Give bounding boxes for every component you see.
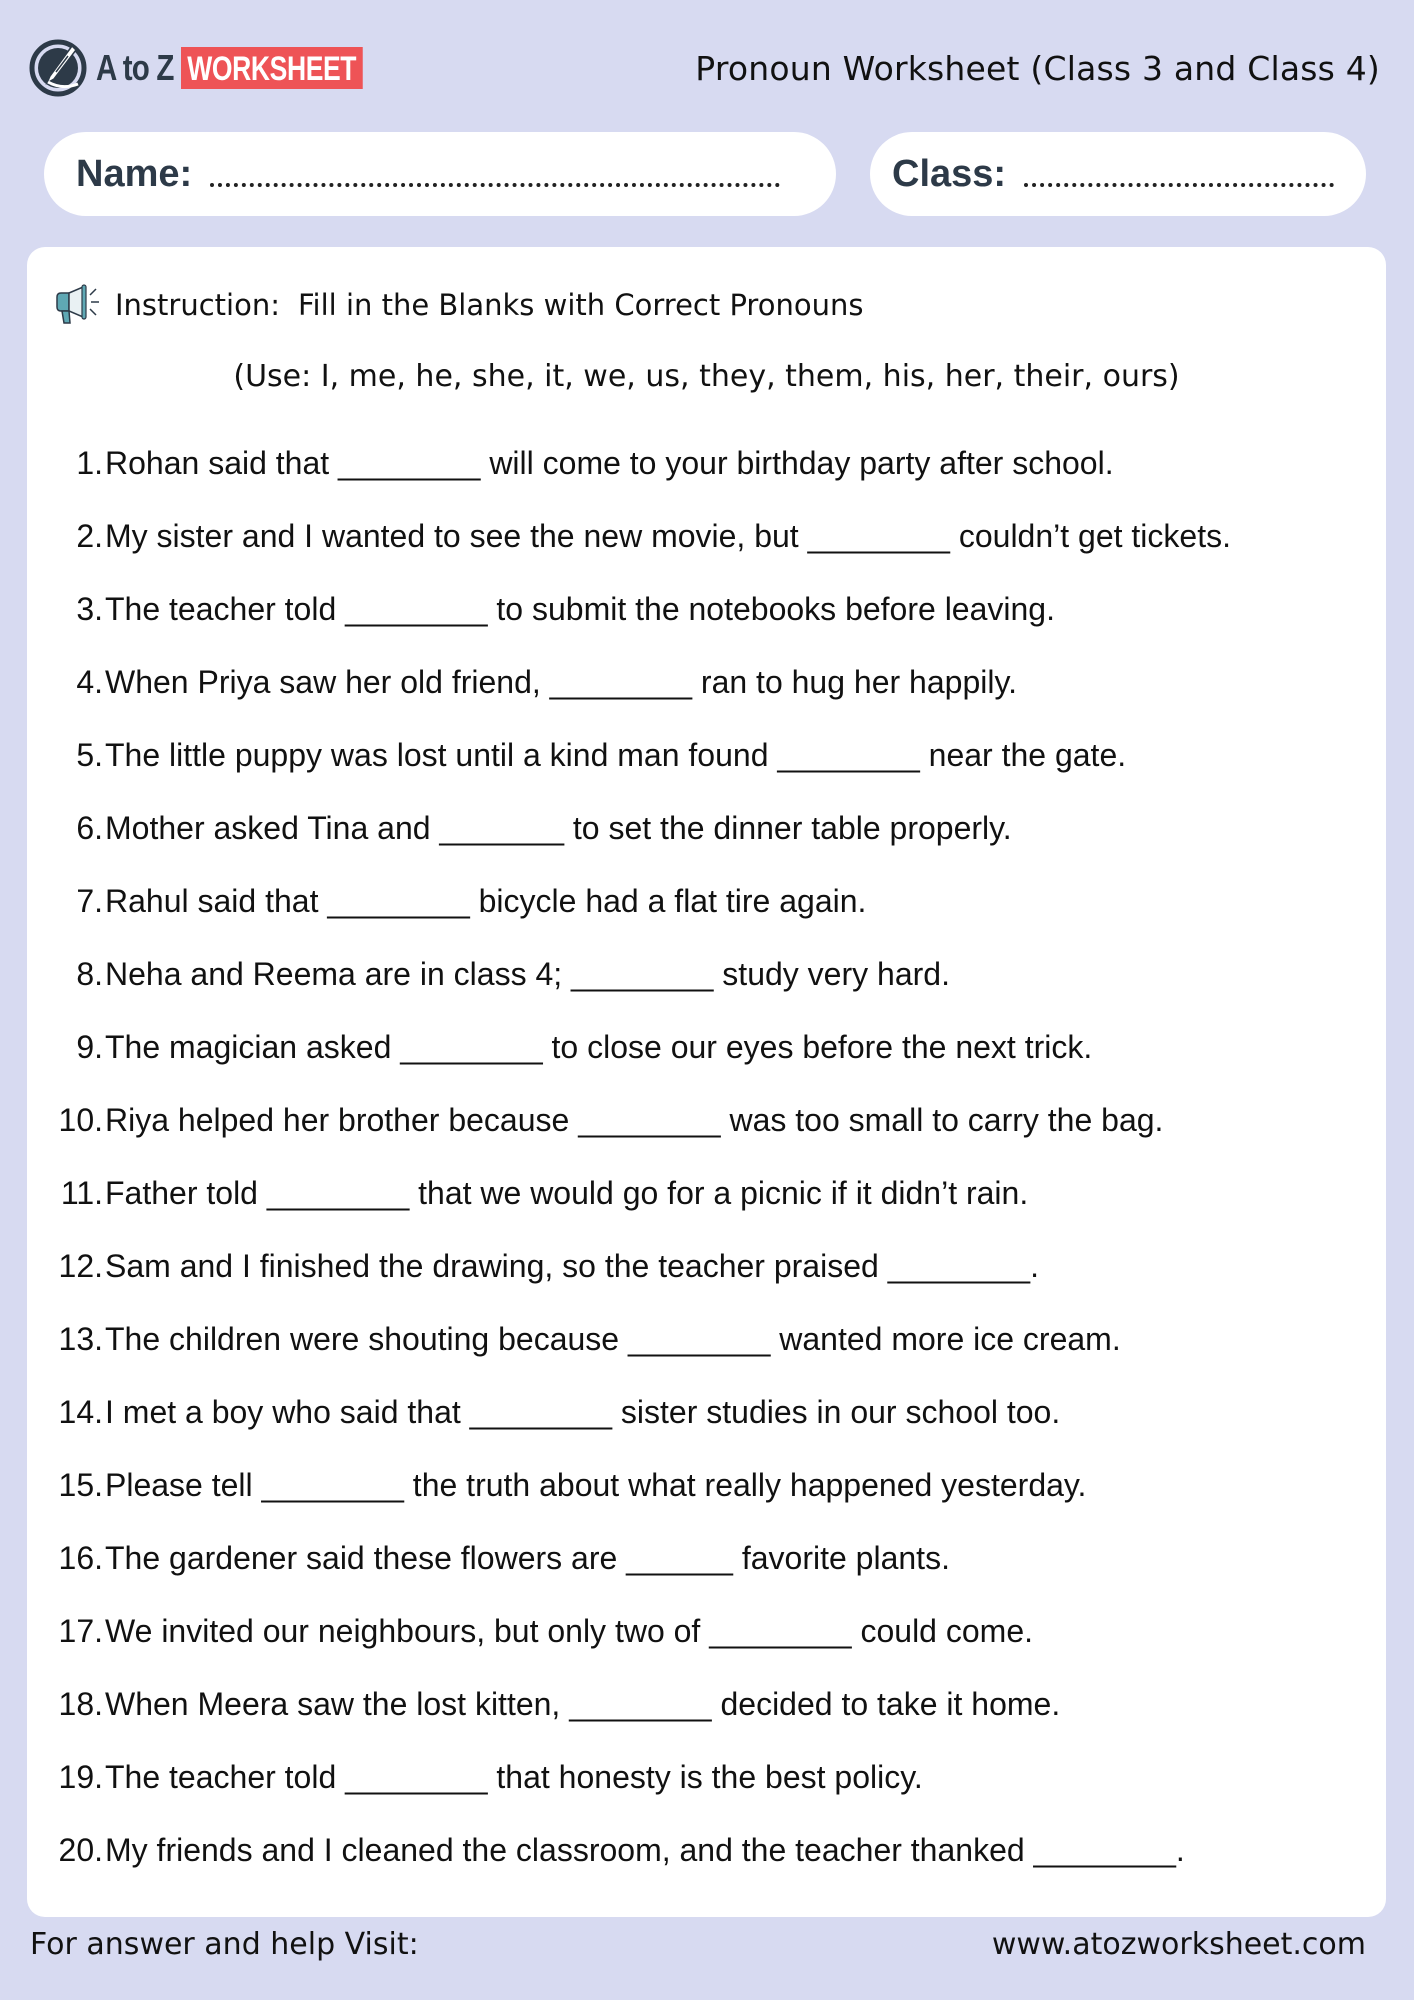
question-item <box>27 810 1386 883</box>
question-item <box>27 1248 1386 1321</box>
name-label: Name: <box>76 152 193 195</box>
question-item <box>27 1394 1386 1467</box>
question-text[interactable]: Sam and I finished the drawing, so the teacher praised ________. <box>105 1248 1039 1284</box>
site-logo[interactable] <box>28 38 413 98</box>
word-bank: (Use: I, me, he, she, it, we, us, they, them, his, her, their, ours) <box>233 359 1180 394</box>
question-text[interactable]: When Meera saw the lost kitten, ________ decided to take it home. <box>105 1686 1061 1722</box>
question-number: 1. <box>76 445 103 481</box>
question-text[interactable]: Please tell ________ the truth about what really happened yesterday. <box>105 1467 1087 1503</box>
question-text[interactable]: Mother asked Tina and _______ to set the dinner table properly. <box>105 810 1012 846</box>
question-number: 7. <box>76 883 103 919</box>
page-title: Pronoun Worksheet (Class 3 and Class 4) <box>695 48 1380 88</box>
question-number: 20. <box>58 1832 103 1868</box>
question-item <box>27 1832 1386 1905</box>
question-item <box>27 518 1386 591</box>
question-number: 15. <box>58 1467 103 1503</box>
class-label: Class: <box>892 152 1007 195</box>
question-number: 18. <box>58 1686 103 1722</box>
question-number: 9. <box>76 1029 103 1065</box>
question-text[interactable]: We invited our neighbours, but only two of ________ could come. <box>105 1613 1033 1649</box>
footer <box>30 1927 1366 1962</box>
footer-help-text: For answer and help Visit: <box>30 1927 419 1962</box>
name-field[interactable] <box>44 132 836 216</box>
question-text[interactable]: The teacher told ________ to submit the notebooks before leaving. <box>105 591 1055 627</box>
question-number: 17. <box>58 1613 103 1649</box>
question-number: 4. <box>76 664 103 700</box>
question-text[interactable]: The magician asked ________ to close our eyes before the next trick. <box>105 1029 1093 1065</box>
question-number: 10. <box>58 1102 103 1138</box>
worksheet-card <box>27 247 1386 1917</box>
question-item <box>27 1686 1386 1759</box>
question-item <box>27 1102 1386 1175</box>
instruction-label: Instruction: <box>115 288 280 322</box>
question-text[interactable]: Rahul said that ________ bicycle had a flat tire again. <box>105 883 867 919</box>
question-text[interactable]: My sister and I wanted to see the new movie, but ________ couldn’t get tickets. <box>105 518 1231 554</box>
class-dotted-line[interactable] <box>1024 183 1334 187</box>
question-number: 8. <box>76 956 103 992</box>
question-number: 16. <box>58 1540 103 1576</box>
question-text[interactable]: Rohan said that ________ will come to your birthday party after school. <box>105 445 1114 481</box>
megaphone-icon <box>53 283 105 327</box>
question-item <box>27 1467 1386 1540</box>
question-item <box>27 737 1386 810</box>
question-item <box>27 956 1386 1029</box>
logo-badge: WORKSHEET <box>181 47 362 89</box>
question-item <box>27 1175 1386 1248</box>
question-number: 13. <box>58 1321 103 1357</box>
question-text[interactable]: The little puppy was lost until a kind man found ________ near the gate. <box>105 737 1127 773</box>
question-item <box>27 883 1386 956</box>
question-text[interactable]: Riya helped her brother because ________ was too small to carry the bag. <box>105 1102 1164 1138</box>
question-number: 19. <box>58 1759 103 1795</box>
question-item <box>27 1540 1386 1613</box>
question-item <box>27 1029 1386 1102</box>
question-text[interactable]: When Priya saw her old friend, ________ ran to hug her happily. <box>105 664 1017 700</box>
logo-text: A to Z <box>96 47 174 88</box>
name-dotted-line[interactable] <box>210 183 780 187</box>
header <box>28 28 1386 108</box>
instruction-text: Fill in the Blanks with Correct Pronouns <box>297 288 864 322</box>
question-number: 14. <box>58 1394 103 1430</box>
question-item <box>27 1321 1386 1394</box>
question-text[interactable]: Neha and Reema are in class 4; ________ study very hard. <box>105 956 950 992</box>
question-text[interactable]: Father told ________ that we would go for a picnic if it didn’t rain. <box>105 1175 1029 1211</box>
instruction <box>53 283 863 327</box>
question-number: 3. <box>76 591 103 627</box>
question-number: 2. <box>76 518 103 554</box>
question-item <box>27 445 1386 518</box>
footer-website-link[interactable]: www.atozworksheet.com <box>991 1927 1366 1962</box>
class-field[interactable] <box>870 132 1366 216</box>
question-text[interactable]: The children were shouting because ________ wanted more ice cream. <box>105 1321 1121 1357</box>
question-item <box>27 664 1386 737</box>
pen-nib-logo-icon <box>28 38 88 98</box>
question-text[interactable]: The gardener said these flowers are ______ favorite plants. <box>105 1540 950 1576</box>
question-number: 12. <box>58 1248 103 1284</box>
question-number: 11. <box>60 1175 103 1211</box>
question-item <box>27 1759 1386 1832</box>
question-number: 6. <box>76 810 103 846</box>
question-text[interactable]: The teacher told ________ that honesty is the best policy. <box>105 1759 923 1795</box>
question-number: 5. <box>76 737 103 773</box>
question-text[interactable]: My friends and I cleaned the classroom, and the teacher thanked ________. <box>105 1832 1185 1868</box>
question-item <box>27 591 1386 664</box>
question-list <box>27 445 1386 1905</box>
question-item <box>27 1613 1386 1686</box>
question-text[interactable]: I met a boy who said that ________ sister studies in our school too. <box>105 1394 1061 1430</box>
